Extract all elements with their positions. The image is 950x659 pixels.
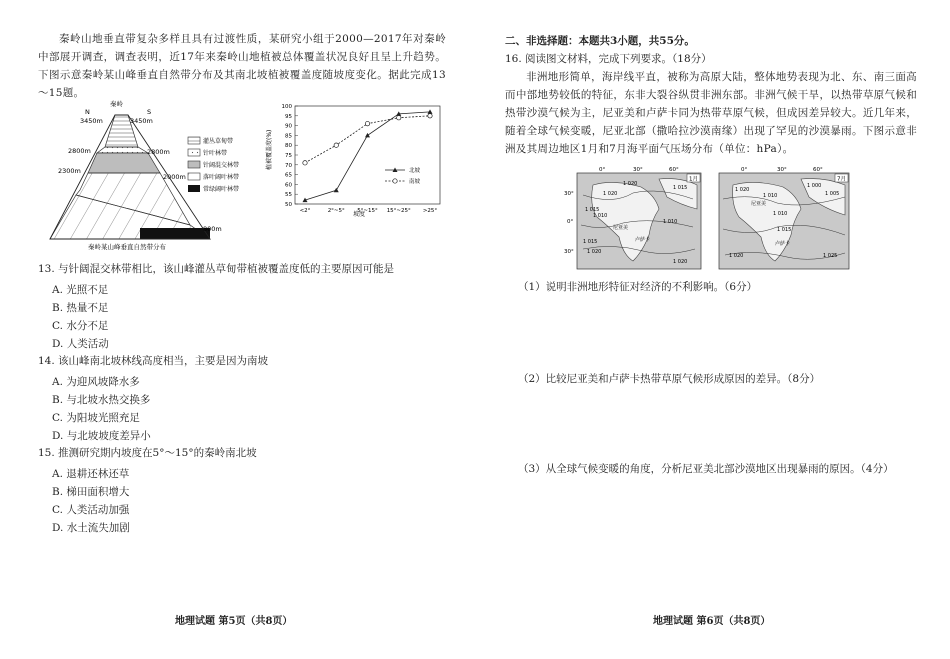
y-tick-label: 100 (281, 104, 292, 110)
q15-option-a[interactable]: A. 退耕还林还草 (52, 468, 130, 480)
elev-2300: 2300m (58, 167, 81, 175)
y-tick-label: 95 (285, 113, 292, 120)
q15-option-b[interactable]: B. 梯田面积增大 (52, 486, 130, 498)
y-tick-label: 60 (285, 182, 292, 189)
jan-lat-30n: 30° (564, 191, 574, 197)
jul-isobar-8: 1 000 (807, 183, 822, 189)
jan-lat-0: 0° (567, 219, 574, 225)
q13-option-a[interactable]: A. 光照不足 (52, 284, 109, 296)
x-tick-label: >25° (422, 208, 438, 214)
legend-mixed: 针阔混交林带 (203, 162, 240, 169)
q16-sub2: （2）比较尼亚美和卢萨卡热带草原气候形成原因的差异。（8分） (518, 373, 821, 385)
y-tick-label: 65 (285, 172, 292, 179)
y-tick-label: 90 (285, 123, 292, 130)
point-北坡 (334, 188, 339, 193)
q15-option-c[interactable]: C. 人类活动加强 (52, 504, 130, 516)
y-tick-label: 50 (285, 202, 292, 208)
q14-option-c[interactable]: C. 为阳坡光照充足 (52, 412, 140, 424)
elev-2800-left: 2800m (68, 147, 91, 155)
legend-deciduous: 落叶阔叶林带 (203, 174, 240, 181)
jul-city-lusaka: 卢萨卡 (775, 241, 791, 247)
x-tick-label: 5°~15° (357, 208, 378, 214)
jan-city-lusaka: 卢萨卡 (635, 237, 651, 243)
q15-stem: 15. 推测研究期内坡度在5°～15°的秦岭南北坡 (38, 447, 257, 459)
intro-paragraph: 秦岭山地垂直带复杂多样且具有过渡性质，某研究小组于2000—2017年对秦岭中部展开调查，调查表明，近17年来秦岭山地植被总体覆盖状况良好且呈上升趋势。下图示意秦岭某山峰垂直自然带分布及其南北坡植被覆盖度随坡度变化。据此完成13～15题。 (38, 33, 446, 99)
x-tick-label: 2°~5° (327, 208, 345, 214)
july-map (719, 167, 849, 269)
legend-grass: 灌丛草甸带 (203, 138, 234, 145)
jan-isobar-6: 1 010 (663, 219, 678, 225)
coverage-line-chart (265, 100, 450, 218)
y-tick-label: 85 (285, 133, 292, 140)
jan-isobar-2: 1 015 (585, 207, 600, 213)
q14-option-a[interactable]: A. 为迎风坡降水多 (52, 376, 140, 388)
jan-isobar-9: 1 020 (623, 181, 638, 187)
footer-page-6: 地理试题 第6页（共8页） (653, 616, 771, 627)
elev-2800-right: 2800m (147, 148, 170, 156)
jul-isobar-6: 1 020 (729, 253, 744, 259)
vertical-zone-diagram (40, 95, 270, 255)
q13-option-c[interactable]: C. 水分不足 (52, 320, 109, 332)
q14-option-b[interactable]: B. 与北坡水热交换多 (52, 394, 151, 406)
q16-material: 非洲地形简单，海岸线平直，被称为高原大陆，整体地势表现为北、东、南三面高而中部地势较低的特征，东非大裂谷纵贯非洲东部。非洲气候干旱，以热带草原气候和热带沙漠气候为主，尼亚美和卢萨卡同为热带草原气候，但成因差异较大。近几年来，随着全球气候变暖，尼亚北部（撒哈拉沙漠南缘）出现了罕见的沙漠暴雨。下图示意非洲及其周边地区1月和7月海平面气压场分布（单位：hPa）。 (505, 71, 917, 155)
jul-isobar-5: 1 015 (777, 227, 792, 233)
q13-option-d[interactable]: D. 人类活动 (52, 338, 109, 350)
legend-conifer: 针叶林带 (203, 150, 228, 157)
q13-option-b[interactable]: B. 热量不足 (52, 302, 109, 314)
jan-lon-30: 30° (633, 167, 643, 173)
point-南坡 (334, 143, 338, 147)
mountain-caption: 秦岭某山峰垂直自然带分布 (88, 243, 166, 251)
footer-page-5: 地理试题 第5页（共8页） (175, 616, 293, 627)
y-tick-label: 80 (285, 143, 292, 150)
q14-option-d[interactable]: D. 与北坡坡度差异小 (52, 430, 151, 442)
q16-heading: 16. 阅读图文材料，完成下列要求。（18分） (505, 53, 712, 65)
y-axis-label: 植被覆盖度(%) (266, 129, 273, 170)
jan-lon-0: 0° (599, 167, 606, 173)
jul-isobar-7: 1 025 (823, 253, 838, 259)
jul-lon-0: 0° (741, 167, 748, 173)
jan-isobar-8: 1 015 (673, 185, 688, 191)
q16-sub1: （1）说明非洲地形特征对经济的不利影响。（6分） (518, 281, 758, 293)
jul-isobar-2: 1 010 (763, 193, 778, 199)
jul-isobar-4: 1 010 (773, 211, 788, 217)
right-page (475, 0, 950, 659)
point-南坡 (428, 114, 432, 118)
jan-label: 1月 (689, 176, 698, 183)
x-tick-label: <2° (299, 208, 311, 214)
jul-isobar-3: 1 005 (825, 191, 840, 197)
peak-label: 秦岭 (110, 100, 123, 108)
elev-800: 800m (203, 225, 222, 233)
jul-label: 7月 (837, 176, 846, 183)
south-label: S (147, 108, 152, 116)
jan-isobar-7: 1 020 (673, 259, 688, 265)
legend-label-北坡: 北坡 (409, 168, 421, 174)
legend-label-南坡: 南坡 (409, 179, 421, 185)
jan-lon-60: 60° (669, 167, 679, 173)
q14-stem: 14. 该山峰南北坡林线高度相当，主要是因为南坡 (38, 355, 269, 367)
january-map (564, 167, 701, 269)
y-tick-label: 75 (285, 153, 292, 159)
section-heading: 二、非选择题：本题共3小题，共55分。 (505, 35, 695, 47)
jan-lat-30s: 30° (564, 249, 574, 255)
x-axis-label: 坡度 (353, 211, 366, 218)
jul-lon-30: 30° (777, 167, 787, 173)
jan-isobar-5: 1 020 (587, 249, 602, 255)
jan-isobar-1: 1 020 (603, 191, 618, 197)
point-南坡 (365, 121, 369, 125)
jan-isobar-3: 1 010 (593, 213, 608, 219)
legend-evergreen: 常绿阔叶林带 (203, 186, 240, 193)
elev-2000: 2000m (163, 173, 186, 181)
jan-city-niamey: 尼亚美 (613, 225, 629, 231)
elev-3450-right: 3450m (130, 117, 153, 125)
y-tick-label: 55 (285, 192, 292, 199)
point-南坡 (303, 161, 307, 165)
x-tick-label: 15°~25° (386, 208, 411, 214)
north-label: N (85, 108, 90, 116)
q13-stem: 13. 与针阔混交林带相比，该山峰灌丛草甸带植被覆盖度低的主要原因可能是 (38, 263, 395, 275)
jan-isobar-4: 1 015 (583, 239, 598, 245)
legend-marker-南坡 (393, 179, 397, 183)
point-南坡 (397, 116, 401, 120)
elev-3450-left: 3450m (80, 117, 103, 125)
jul-lon-60: 60° (813, 167, 823, 173)
jul-isobar-1: 1 020 (735, 187, 750, 193)
pressure-maps (563, 165, 863, 273)
q15-option-d[interactable]: D. 水土流失加剧 (52, 522, 130, 534)
jul-city-niamey: 尼亚美 (751, 201, 767, 207)
point-北坡 (365, 133, 370, 138)
q16-sub3: （3）从全球气候变暖的角度，分析尼亚美北部沙漠地区出现暴雨的原因。（4分） (518, 463, 894, 475)
zone-legend (188, 137, 239, 193)
plot-frame (295, 106, 440, 204)
y-tick-label: 70 (285, 162, 292, 169)
